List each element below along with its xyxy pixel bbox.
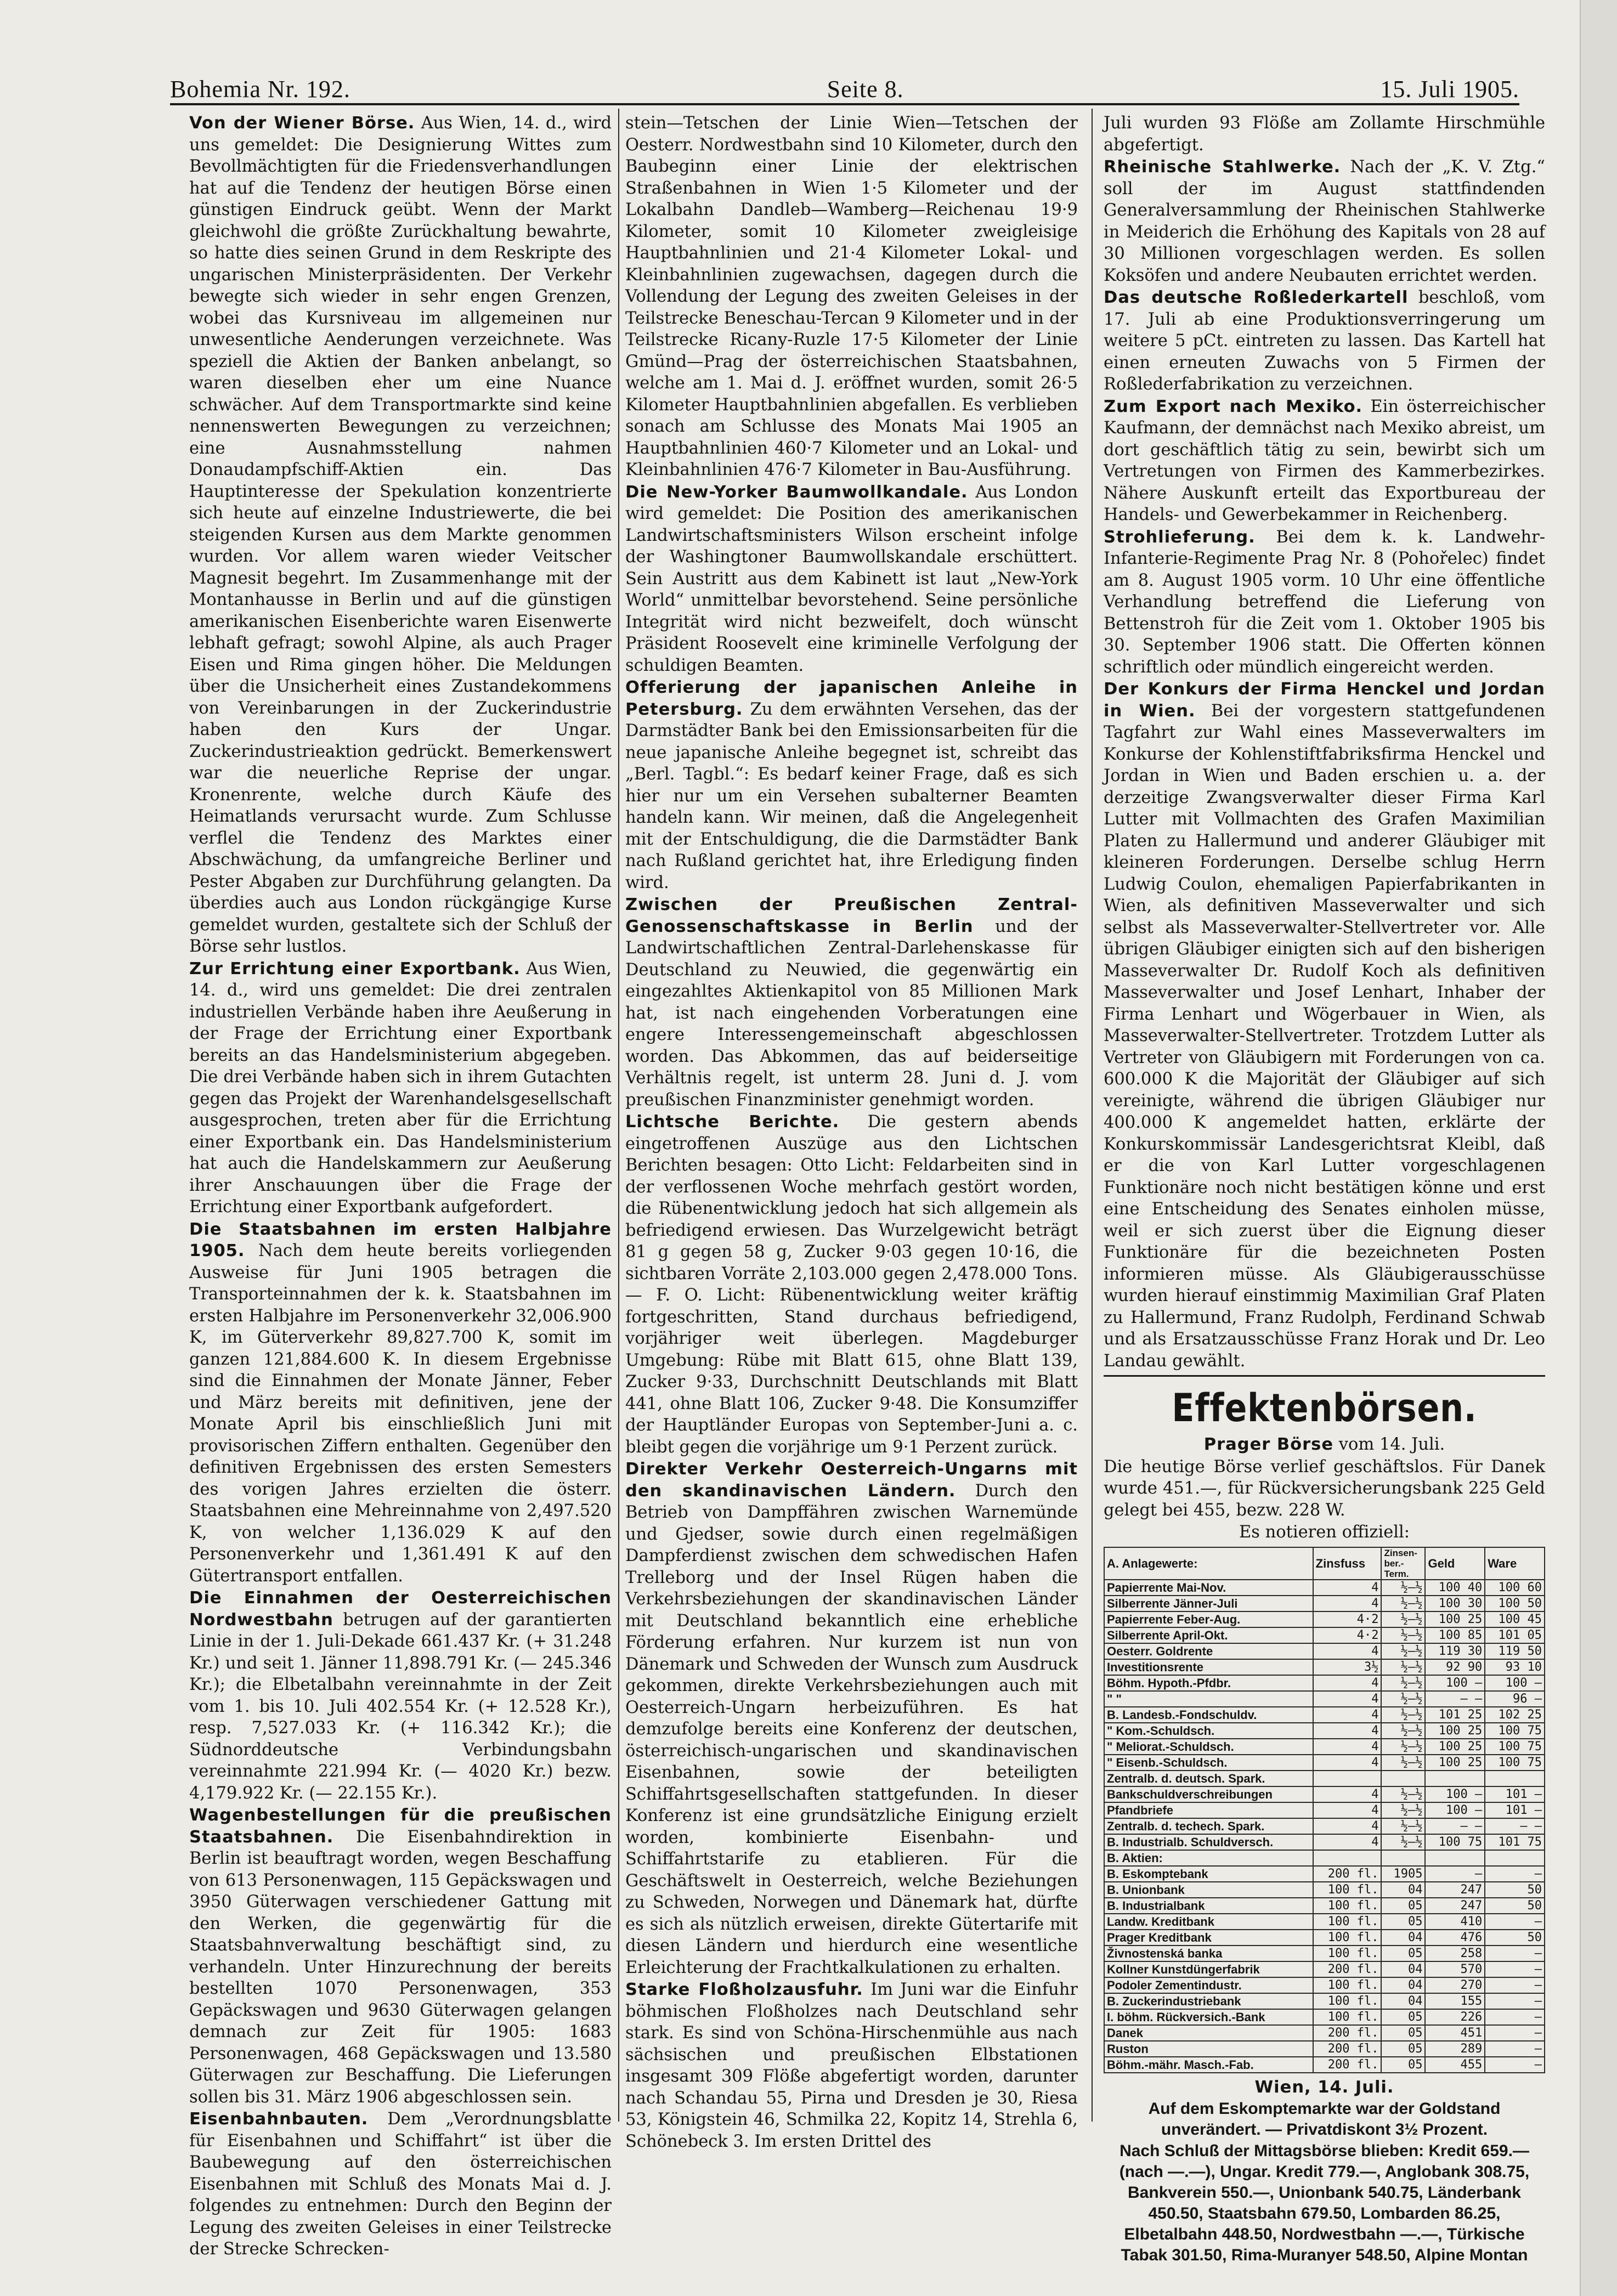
table-cell-w: 100 — [1485,1675,1545,1691]
column-2 [625,112,1078,2151]
article-paragraph [1104,527,1545,678]
table-cell-g: 100 — [1425,1675,1485,1691]
table-cell-name: " Meliorat.-Schuldsch. [1104,1739,1313,1755]
table-cell-g: 476 [1425,1930,1485,1946]
table-row [1104,1643,1545,1659]
header-rule [170,103,1519,105]
table-cell-w: — [1485,2057,1545,2073]
table-cell-g: — — [1425,1691,1485,1707]
table-row [1104,1611,1545,1627]
article-paragraph [625,894,1078,1111]
article-paragraph [189,112,612,958]
table-cell-z: 4 [1313,1707,1382,1723]
col-header-ware: Ware [1485,1547,1545,1580]
table-cell-z: 100 fl. [1313,1930,1382,1946]
table-row [1104,1771,1545,1786]
article-paragraph [189,958,612,1218]
article-body: Die gestern abends eingetroffenen Auszüge aus den Lichtschen Berichten besagen: Otto Licht: Feldarbeiten sind in der verflossenen Woche mehrfach gestört worden, die Rübenentwicklung jedoch hat sich allgemein als befriedigend erwiesen. Das Wurzelgewicht beträgt 81 g gegen 58 g, Zucker 9·03 gegen 10·16, die sichtbaren Vorräte 2,103.000 gegen 2,478.000 Tons. — F. O. Licht: Rübenentwicklung weiter kräftig fortgeschritten, Stand durchaus befriedigend, vorjähriger weit überlegen. Magdeburger Umgebung: Rübe mit Blatt 615, ohne Blatt 139, Zucker 9·33, Durchschnitt Deutschlands mit Blatt 441, ohne Blatt 106, Zucker 9·48. Die Konsumziffer der Hauptländer Europas von September-Juni a. c. bleibt gegen die vorjährige um 9·1 Perzent zurück. [625,1112,1078,1457]
table-cell-t: 1905 [1381,1866,1425,1882]
table-cell-w: — [1485,1977,1545,1993]
table-cell-g: 155 [1425,1993,1485,2009]
table-cell-w: — [1485,2009,1545,2025]
table-cell-name: Ruston [1104,2041,1313,2057]
table-cell-w: 93 10 [1485,1659,1545,1675]
table-cell-t [1381,1850,1425,1866]
table-cell-z: 100 fl. [1313,1977,1382,1993]
table-cell-t: 05 [1381,1946,1425,1961]
table-cell-z: 100 fl. [1313,1946,1382,1961]
article-body: Im Juni war die Einfuhr böhmischen Floßholzes nach Deutschland sehr stark. Es sind von Schöna-Hirschenmühle aus nach sächsischen und preußischen Elbstationen insgesamt 309 Flöße abgefertigt worden, darunter nach Schandau 55, Pirna und Dresden je 30, Riesa 53, Königstein 46, Schmilka 22, Kopitz 14, Strehla 6, Schönebeck 3. Im ersten Drittel des [625,1980,1078,2151]
table-cell-t: 05 [1381,2009,1425,2025]
table-cell-z: 4 [1313,1739,1382,1755]
table-cell-z: 200 fl. [1313,2041,1382,2057]
table-cell-t [1381,1771,1425,1786]
column-1 [189,112,612,2259]
table-cell-g: 100 — [1425,1786,1485,1802]
article-headline: Zwischen der Preußischen Zentral-Genossenschaftskasse in Berlin [625,895,1078,936]
table-cell-name: Podoler Zementindustr. [1104,1977,1313,1993]
col-header-rate: Zinsfuss [1313,1547,1382,1580]
header-page-number: Seite 8. [827,76,904,103]
article-body: Juli wurden 93 Flöße am Zollamte Hirschmühle abgefertigt. [1104,114,1545,155]
article-headline: Von der Wiener Börse. [189,114,415,133]
table-row [1104,1834,1545,1850]
article-headline: Offerierung der japanischen Anleihe in Petersburg. [625,678,1078,719]
table-cell-z: 200 fl. [1313,2025,1382,2041]
table-cell-z: 3½ [1313,1659,1382,1675]
article-headline: Rheinische Stahlwerke. [1104,157,1341,177]
table-row [1104,2057,1545,2073]
article-headline: Strohlieferung. [1104,527,1256,547]
table-cell-t: 04 [1381,1961,1425,1977]
header-date: 15. Juli 1905. [1380,76,1519,103]
table-row [1104,1802,1545,1818]
table-cell-t: ½–½ [1381,1802,1425,1818]
table-cell-t: ½–½ [1381,1707,1425,1723]
article-body: stein—Tetschen der Linie Wien—Tetschen der Oesterr. Nordwestbahn sind 10 Kilometer, durch den Baubeginn einer Linie der elektrischen Straßenbahnen in Wien 1·5 Kilometer und der Lokalbahn Dandleb—Wamberg—Reichenau 19·9 Kilometer, somit 10 Kilometer zweigleisige Hauptbahnlinien und 21·4 Kilometer Lokal- und Kleinbahnlinien zugewachsen, dagegen durch die Vollendung der Legung des zweiten Geleises in der Teilstrecke Beneschau-Tercan 9 Kilometer und in der Teilstrecke Ricany-Ruzle 17·5 Kilometer der Linie Gmünd—Prag der österreichischen Staatsbahnen, welche am 1. Mai d. J. eröffnet wurden, somit 26·5 Kilometer Hauptbahnlinien abgefallen. Es verblieben sonach am Schlusse des Monats Mai 1905 an Hauptbahnlinien 460·7 Kilometer und an Lokal- und Kleinbahnlinien 476·7 Kilometer in Bau-Ausführung. [625,114,1078,479]
table-cell-name: Zentralb. d. techech. Spark. [1104,1818,1313,1834]
article-body: Bei dem k. k. Landwehr-Infanterie-Regimente Prag Nr. 8 (Pohořelec) findet am 8. August 1905 vorm. 10 Uhr eine öffentliche Verhandlung betreffend die Lieferung von Bettenstroh für die Zeit vom 1. Oktober 1905 bis 30. September 1906 statt. Die Offerten können schriftlich oder mündlich eingereicht werden. [1104,527,1545,677]
table-cell-w [1485,1850,1545,1866]
table-cell-name: B. Aktien: [1104,1850,1313,1866]
section-rule [1104,1375,1545,1377]
table-cell-z [1313,1771,1382,1786]
table-cell-w: — [1485,1993,1545,2009]
table-cell-g: 270 [1425,1977,1485,1993]
exchange-table-body [1104,1580,1545,2073]
table-row [1104,1707,1545,1723]
table-cell-g: 100 25 [1425,1611,1485,1627]
table-cell-t: 05 [1381,2041,1425,2057]
table-cell-t: 05 [1381,1898,1425,1914]
table-cell-w: — [1485,1961,1545,1977]
exchange-title: Effektenbörsen. [1172,1385,1477,1430]
table-row [1104,1818,1545,1834]
table-cell-g: — [1425,1866,1485,1882]
table-cell-g: 100 — [1425,1802,1485,1818]
header-left: Bohemia Nr. 192. [170,76,350,103]
article-headline: Starke Floßholzausfuhr. [625,1980,863,1999]
article-headline: Das deutsche Roßlederkartell [1104,288,1409,307]
table-row [1104,1930,1545,1946]
table-cell-z: 4 [1313,1675,1382,1691]
table-cell-name: Kollner Kunstdüngerfabrik [1104,1961,1313,1977]
table-cell-t: ½–½ [1381,1611,1425,1627]
table-cell-g [1425,1771,1485,1786]
table-cell-w: 100 50 [1485,1596,1545,1611]
table-row [1104,1691,1545,1707]
article-body: betrugen auf der garantierten Linie in der 1. Juli-Dekade 661.437 Kr. (+ 31.248 Kr.) und seit 1. Jänner 11,898.791 Kr. (— 245.346 Kr.); die Elbetalbahn vereinnahmte in der Zeit vom 1. bis 10. Juli 402.554 Kr. (+ 12.528 Kr.), resp. 7,527.033 Kr. (+ 116.342 Kr.); die Südnorddeutsche Verbindungsbahn vereinnahmte 221.994 Kr. (— 4020 Kr.) bezw. 4,179.922 Kr. (— 22.155 Kr.). [189,1610,612,1803]
article-body: Nach dem heute bereits vorliegenden Ausweise für Juni 1905 betragen die Transporteinnahmen der k. k. Staatsbahnen im ersten Halbjahre im Personenverkehr 32,006.900 K, im Güterverkehr 89,827.700 K, somit im ganzen 121,884.600 K. In diesem Ergebnisse sind die Einnahmen der Monate Jänner, Feber und März bereits mit definitiven, jene der Monate April bis einschließlich Juni mit provisorischen Ziffern enthalten. Gegenüber den definitiven Ergebnissen des ersten Semesters des vorigen Jahres erzielten die österr. Staatsbahnen eine Mehreinnahme von 2,497.520 K, von welcher 1,136.029 K auf den Personenverkehr und 1,361.491 K auf den Gütertransport entfallen. [189,1241,612,1586]
table-cell-w: 50 [1485,1882,1545,1898]
table-cell-name: Pfandbriefe [1104,1802,1313,1818]
table-cell-g: 119 30 [1425,1643,1485,1659]
table-cell-name: Papierrente Feber-Aug. [1104,1611,1313,1627]
table-row [1104,1946,1545,1961]
table-cell-t: ½–½ [1381,1691,1425,1707]
table-cell-z: 100 fl. [1313,1882,1382,1898]
table-row [1104,1580,1545,1596]
table-row [1104,1755,1545,1771]
table-cell-z [1313,1850,1382,1866]
table-cell-z: 4 [1313,1802,1382,1818]
table-cell-name: B. Landesb.-Fondschuldv. [1104,1707,1313,1723]
table-cell-g: 100 25 [1425,1723,1485,1739]
table-cell-t: 04 [1381,1930,1425,1946]
article-headline: Direkter Verkehr Oesterreich-Ungarns mit den skandinavischen Ländern. [625,1460,1078,1501]
table-row [1104,1786,1545,1802]
exchange-table-wrap [1104,1547,1545,2073]
article-body: Aus Wien, 14. d., wird uns gemeldet: Die Designierung Wittes zum Bevollmächtigten für die Friedensverhandlungen hat auf die Tendenz der heutigen Börse einen günstigen Eindruck geübt. Wenn der Markt gleichwohl die größte Zurückhaltung bewahrte, so hatte dies seinen Grund in dem Reskripte des ungarischen Ministerpräsidenten. Der Verkehr bewegte sich wieder in sehr engen Grenzen, wobei das Kursniveau im allgemeinen nur unwesentliche Aenderungen verzeichnete. Was speziell die Aktien der Banken anbelangt, so waren dieselben eher um eine Nuance schwächer. Auf dem Transportmarkte sind keine nennenswerten Bewegungen zu verzeichnen; eine Ausnahmsstellung nahmen Donaudampfschiff-Aktien ein. Das Hauptinteresse der Spekulation konzentrierte sich heute auf einzelne Industriewerte, die bei steigenden Kursen aus dem Markte genommen wurden. Vor allem waren wieder Veitscher Magnesit begehrt. Im Zusammenhange mit der Montanhausse in Berlin und auf die günstigen amerikanischen Eisenberichte waren Eisenwerte lebhaft gefragt; sowohl Alpine, als auch Prager Eisen und Rima gingen höher. Die Meldungen über die Unsicherheit eines Zustandekommens von Vereinbarungen in der Zuckerindustrie haben den Kurs der Ungar. Zuckerindustrieaktion gedrückt. Bemerkenswert war die neuerliche Reprise der ungar. Kronenrente, welche durch Käufe des Heimatlands verursacht wurde. Zum Schlusse verflel die Tendenz des Marktes einer Abschwächung, da umfangreiche Berliner und Pester Abgaben zur Durchführung gelangten. Da überdies auch aus London rückgängige Kurse gemeldet wurden, gestaltete sich der Schluß der Börse sehr lustlos. [189,114,612,956]
table-cell-w: — [1485,1914,1545,1930]
table-cell-name: Prager Kreditbank [1104,1930,1313,1946]
page-header [170,59,1519,103]
table-cell-z: 4 [1313,1755,1382,1771]
table-cell-t: ½–½ [1381,1723,1425,1739]
table-cell-w: — [1485,2025,1545,2041]
table-row [1104,1882,1545,1898]
table-cell-name: Landw. Kreditbank [1104,1914,1313,1930]
table-cell-z: 4 [1313,1786,1382,1802]
col-header-term: Zinsen-ber.-Term. [1381,1547,1425,1580]
column-3-articles [1104,112,1545,1372]
article-headline: Wagenbestellungen für die preußischen Staatsbahnen. [189,1806,612,1847]
prague-official: Es notieren offiziell: [1239,1523,1410,1542]
article-paragraph [189,1805,612,2108]
table-cell-w: — [1485,1866,1545,1882]
table-cell-t: 05 [1381,2057,1425,2073]
table-row [1104,1627,1545,1643]
page-edge [1580,0,1617,2296]
table-cell-w: 101 — [1485,1802,1545,1818]
table-cell-w: 100 75 [1485,1723,1545,1739]
article-paragraph [189,1219,612,1587]
table-cell-z: 4 [1313,1691,1382,1707]
table-cell-w: 96 — [1485,1691,1545,1707]
table-cell-w: 50 [1485,1930,1545,1946]
table-cell-name: Oesterr. Goldrente [1104,1643,1313,1659]
table-row [1104,1898,1545,1914]
table-cell-name: Zentralb. d. deutsch. Spark. [1104,1771,1313,1786]
table-row [1104,1850,1545,1866]
article-paragraph [189,1587,612,1804]
article-body: Durch den Betrieb von Dampffähren zwischen Warnemünde und Gjedser, sowie durch einen regelmäßigen Dampferdienst zwischen dem schwedischen Hafen Trelleborg und der Insel Rügen haben die Verkehrsbeziehungen der skandinavischen Länder mit Deutschland bekanntlich eine erhebliche Förderung erfahren. Nur kurzem ist nun von Dänemark und Schweden der Wunsch zum Ausdruck gekommen, direkte Verkehrsbeziehungen auch mit Oesterreich-Ungarn herbeizuführen. Es hat demzufolge bereits eine Konferenz der deutschen, österreichisch-ungarischen und skandinavischen Eisenbahnen, sowie der beteiligten Schiffahrtsgesellschaften stattgefunden. In dieser Konferenz ist eine grundsätzliche Einigung erzielt worden, kombinierte Eisenbahn- und Schiffahrtstarife zu etablieren. Für die Geschäftswelt in Oesterreich, welche Beziehungen zu Schweden, Norwegen und Dänemark hat, dürfte es sich als nützlich erweisen, direkte Gütertarife mit diesen Ländern und hierdurch eine wesentliche Erleichterung der Frachtkalkulationen zu erhalten. [625,1481,1078,1977]
table-cell-name: Böhm. Hypoth.-Pfdbr. [1104,1675,1313,1691]
table-cell-name: Bankschuldverschreibungen [1104,1786,1313,1802]
table-row [1104,1596,1545,1611]
table-cell-w: 119 50 [1485,1643,1545,1659]
table-cell-w: 101 05 [1485,1627,1545,1643]
article-body: beschloß, vom 17. Juli ab eine Produktionsverringerung um weitere 5 pCt. eintreten zu lassen. Das Kartell hat einen erneuten Zuwachs von 5 Firmen der Roßlederfabrikation zu verzeichnen. [1104,288,1545,394]
table-cell-name: B. Industrialbank [1104,1898,1313,1914]
table-cell-g: 226 [1425,2009,1485,2025]
table-cell-g: — — [1425,1818,1485,1834]
article-paragraph [189,2108,612,2260]
table-cell-w: — [1485,1946,1545,1961]
table-cell-z: 100 fl. [1313,1898,1382,1914]
article-headline: Die Einnahmen der Oesterreichischen Nordwestbahn [189,1588,612,1630]
prague-subtitle [1104,1434,1545,1456]
article-paragraph [1104,678,1545,1372]
column-divider [618,109,619,2122]
table-cell-g: 570 [1425,1961,1485,1977]
article-paragraph [1104,396,1545,526]
table-row [1104,1866,1545,1882]
article-headline: Die Staatsbahnen im ersten Halbjahre 1905. [189,1219,612,1260]
table-cell-t: 04 [1381,1882,1425,1898]
vienna-discount: Auf dem Eskomptemarkte war der Goldstand unverändert. — Privatdiskont 3½ Prozent. [1148,2100,1501,2139]
table-cell-name: I. böhm. Rückversich.-Bank [1104,2009,1313,2025]
table-cell-name: " Kom.-Schuldsch. [1104,1723,1313,1739]
table-cell-name: Silberrente April-Okt. [1104,1627,1313,1643]
exchange-table-header [1104,1547,1545,1580]
prague-lead: Die heutige Börse verlief geschäftslos. Für Danek wurde 451.—, für Rückversicherungsbank 225 Geld gelegt bei 455, bezw. 228 W. [1104,1457,1545,1520]
article-body: und der Landwirtschaftlichen Zentral-Darlehenskasse für Deutschland zu Neuwied, die gegenwärtig ein eingezahltes Aktienkapitol von 85 Millionen Mark hat, ist nach eingehenden Vorberatungen eine engere Interessengemeinschaft abgeschlossen worden. Das Abkommen, das auf beiderseitige Verhältnis regelt, ist unterm 28. Juni d. J. vom preußischen Finanzminister genehmigt worden. [625,917,1078,1110]
table-cell-name: " Eisenb.-Schuldsch. [1104,1755,1313,1771]
prague-subtitle-bold: Prager Börse [1203,1435,1334,1454]
table-cell-z: 4 [1313,1834,1382,1850]
table-cell-g: 247 [1425,1898,1485,1914]
table-cell-g: 101 25 [1425,1707,1485,1723]
table-cell-g: 100 25 [1425,1755,1485,1771]
table-row [1104,1914,1545,1930]
table-cell-w: 102 25 [1485,1707,1545,1723]
table-cell-name: B. Eskomptebank [1104,1866,1313,1882]
article-headline: Eisenbahnbauten. [189,2110,369,2129]
table-cell-g: 92 90 [1425,1659,1485,1675]
table-cell-g: 247 [1425,1882,1485,1898]
col-header-name: A. Anlagewerte: [1104,1547,1313,1580]
table-cell-z: 4 [1313,1580,1382,1596]
table-cell-w: — — [1485,1818,1545,1834]
column-divider [1092,109,1093,2122]
table-cell-g: 258 [1425,1946,1485,1961]
table-cell-w: 100 75 [1485,1739,1545,1755]
table-cell-t: ½–½ [1381,1596,1425,1611]
table-cell-z: 4 [1313,1596,1382,1611]
table-cell-z: 200 fl. [1313,2057,1382,2073]
table-cell-z: 4·2 [1313,1627,1382,1643]
table-cell-t: 04 [1381,1977,1425,1993]
table-cell-name: Böhm.-mähr. Masch.-Fab. [1104,2057,1313,2073]
table-cell-name: " " [1104,1691,1313,1707]
table-cell-g [1425,1850,1485,1866]
table-cell-w: 100 60 [1485,1580,1545,1596]
table-cell-g: 451 [1425,2025,1485,2041]
column-3 [1104,112,1545,2264]
table-cell-z: 4 [1313,1643,1382,1659]
table-cell-w: 100 75 [1485,1755,1545,1771]
table-cell-t: ½–½ [1381,1834,1425,1850]
table-cell-t: ½–½ [1381,1659,1425,1675]
table-cell-w [1485,1771,1545,1786]
article-headline: Die New-Yorker Baumwollkandale. [625,482,968,502]
table-cell-t: 05 [1381,2025,1425,2041]
table-cell-t: 05 [1381,1914,1425,1930]
table-cell-z: 100 fl. [1313,2009,1382,2025]
article-body: Ein österreichischer Kaufmann, der demnächst nach Mexiko abreist, um dort geschäftlich tätig zu sein, bewirbt sich um Vertretungen von Firmen des Kammerbezirkes. Nähere Auskunft erteilt das Exportbureau der Handels- und Gewerbekammer in Reichenberg. [1104,397,1545,524]
article-body: Aus Wien, 14. d., wird uns gemeldet: Die drei zentralen industriellen Verbände haben ihre Aeußerung in der Frage der Errichtung einer Exportbank bereits an das Handelsministerium abgegeben. Die drei Verbände haben sich in ihrem Gutachten gegen das Projekt der Warenhandelsgesellschaft ausgesprochen, treten aber für die Errichtung einer Exportbank ein. Das Handelsministerium hat auch die Handelskammern zur Aeußerung ihrer Anschauungen über die Frage der Errichtung einer Exportbank aufgefordert. [189,959,612,1217]
table-row [1104,1739,1545,1755]
table-cell-name: B. Unionbank [1104,1882,1313,1898]
table-cell-name: Danek [1104,2025,1313,2041]
article-paragraph [625,1979,1078,2152]
table-cell-t: ½–½ [1381,1818,1425,1834]
table-cell-g: 455 [1425,2057,1485,2073]
table-cell-t: ½–½ [1381,1755,1425,1771]
article-body: Die Eisenbahndirektion in Berlin ist beauftragt worden, wegen Beschaffung von 613 Personenwagen, 115 Gepäckswagen und 3950 Güterwagen verschiedener Gattung mit den Werken, die gegenwärtig für die Staatsbahnverwaltung beschäftigt sind, zu verhandeln. Unter Hinzurechnung der bereits bestellten 1070 Personenwagen, 353 Gepäckswagen und 9630 Güterwagen gelangen demnach zur Zeit für 1905: 1683 Personenwagen, 468 Gepäckswagen und 13.580 Güterwagen zur Beschaffung. Die Lieferungen sollen bis 31. März 1906 abgeschlossen sein. [189,1827,612,2107]
table-row [1104,1675,1545,1691]
table-cell-w: 101 — [1485,1786,1545,1802]
table-cell-g: 100 75 [1425,1834,1485,1850]
table-row [1104,1993,1545,2009]
article-body: Dem „Verordnungsblatte für Eisenbahnen und Schiffahrt“ ist über die Baubewegung auf den österreichischen Eisenbahnen mit Schluß des Monats Mai d. J. folgendes zu entnehmen: Durch den Beginn der Legung des zweiten Geleises in einer Teilstrecke der Strecke Schrecken- [189,2110,612,2259]
table-row [1104,2041,1545,2057]
table-cell-t: ½–½ [1381,1786,1425,1802]
table-row [1104,1659,1545,1675]
article-headline: Zur Errichtung einer Exportbank. [189,959,521,979]
table-cell-z: 100 fl. [1313,1914,1382,1930]
table-cell-z: 200 fl. [1313,1961,1382,1977]
article-paragraph [625,1458,1078,1978]
table-row [1104,2025,1545,2041]
article-body: Nach der „K. V. Ztg.“ soll der im August stattfindenden Generalversammlung der Rheinischen Stahlwerke in Meiderich die Erhöhung des Kapitals von 28 auf 30 Millionen vorgeschlagen werden. Es sollen Koksöfen und andere Neubauten errichtet werden. [1104,157,1545,285]
table-cell-w: 50 [1485,1898,1545,1914]
table-cell-g: 410 [1425,1914,1485,1930]
table-cell-name: Investitionsrente [1104,1659,1313,1675]
table-cell-name: Papierrente Mai-Nov. [1104,1580,1313,1596]
exchange-table [1104,1547,1545,2073]
article-paragraph [1104,112,1545,156]
table-cell-name: Živnostenská banka [1104,1946,1313,1961]
table-cell-z: 4·2 [1313,1611,1382,1627]
table-cell-w: — [1485,2041,1545,2057]
table-cell-t: 04 [1381,1993,1425,2009]
table-cell-z: 100 fl. [1313,1993,1382,2009]
article-paragraph [1104,287,1545,395]
table-cell-name: B. Industrialb. Schuldversch. [1104,1834,1313,1850]
article-body: Zu dem erwähnten Versehen, das der Darmstädter Bank bei den Emissionsarbeiten für die neue japanische Anleihe begegnet ist, schreibt das „Berl. Tagbl.“: Es bedarf keiner Frage, daß es sich hier nur um ein Versehen subalterner Beamten handeln kann. Wir meinen, daß die Angelegenheit mit der Entschuldigung, die die Darmstädter Bank nach Rußland gerichtet hat, ihre Erledigung finden wird. [625,699,1078,892]
article-body: Bei der vorgestern stattgefundenen Tagfahrt zur Wahl eines Masseverwalters im Konkurse der Kohlenstiftfabriksfirma Henckel und Jordan in Wien und Baden erschien u. a. der derzeitige Zwangsverwalter dieser Firma Karl Lutter mit Vollmachten des Grafen Maximilian Platen zu Hallermund und anderer Gläubiger mit kleineren Forderungen. Derselbe schlug Herrn Ludwig Coulon, ehemaligen Papierfabrikanten in Wien, als definitiven Masseverwalter und sich selbst als Masseverwalter-Stellvertreter vor. Alle übrigen Gläubiger einigten sich auf den bisherigen Masseverwalter Dr. Rudolf Koch als definitiven Masseverwalter und Josef Lenhart, Inhaber der Firma Lenhart und Wögerbauer in Wien, als Masseverwalter-Stellvertreter. Trotzdem Lutter als Vertreter von Gläubigern mit Forderungen von ca. 600.000 K die Majorität der Gläubiger auf sich vereinigte, während die übrigen Gläubiger nur 400.000 K angemeldet hatten, erklärte der Konkurskommissär Landesgerichtsrat Kleibl, daß er die von Karl Lutter vorgeschlagenen Funktionäre noch nicht bestätigen könne und erst eine Entscheidung des Senates einholen müsse, weil er sich zuerst über die Eignung dieser Funktionäre für die bezeichneten Posten informieren müsse. Als Gläubigerausschüsse wurden hierauf einstimmig Maximilian Graf Platen zu Hallermund, Franz Rudolph, Ferdinand Schwab und als Ersatzausschüsse Franz Horak und Dr. Leo Landau gewählt. [1104,701,1545,1371]
article-paragraph [625,1111,1078,1458]
prague-subtitle-rest: vom 14. Juli. [1338,1435,1445,1454]
table-cell-g: 289 [1425,2041,1485,2057]
article-headline: Lichtsche Berichte. [625,1112,840,1132]
table-cell-t: ½–½ [1381,1643,1425,1659]
table-row [1104,1961,1545,1977]
vienna-title: Wien, 14. Juli. [1254,2077,1394,2097]
table-cell-z: 4 [1313,1723,1382,1739]
article-paragraph [625,482,1078,677]
article-paragraph [625,112,1078,481]
table-cell-g: 100 85 [1425,1627,1485,1643]
col-header-geld: Geld [1425,1547,1485,1580]
table-row [1104,1723,1545,1739]
vienna-closing: Nach Schluß der Mittagsbörse blieben: Kredit 659.— (nach —.—), Ungar. Kredit 779.—, Anglobank 308.75, Bankverein 550.—, Unionbank 540.75, Länderbank 450.50, Staatsbahn 679.50, Lombarden 86.25, Elbetalbahn 448.50, Nordwestbahn —.—, Türkische Tabak 301.50, Rima-Muranyer 548.50, Alpine Montan [1119,2142,1530,2264]
table-cell-z: 4 [1313,1818,1382,1834]
article-headline: Der Konkurs der Firma Henckel und Jordan in Wien. [1104,680,1545,721]
table-row [1104,2009,1545,2025]
table-cell-z: 200 fl. [1313,1866,1382,1882]
table-cell-name: Silberrente Jänner-Juli [1104,1596,1313,1611]
table-cell-t: ½–½ [1381,1675,1425,1691]
table-cell-t: ½–½ [1381,1580,1425,1596]
article-body: Aus London wird gemeldet: Die Position des amerikanischen Landwirtschaftsministers Wilson erscheint infolge der Washingtoner Baumwollskandale erschüttert. Sein Austritt aus dem Kabinett ist laut „New-York World“ unmittelbar bevorstehend. Seine persönliche Integrität wird nicht bezweifelt, doch wünscht Präsident Roosevelt eine kriminelle Verfolgung der schuldigen Beamten. [625,482,1078,675]
table-cell-g: 100 40 [1425,1580,1485,1596]
table-cell-t: ½–½ [1381,1627,1425,1643]
table-cell-name: B. Zuckerindustriebank [1104,1993,1313,2009]
table-cell-t: ½–½ [1381,1739,1425,1755]
table-cell-g: 100 30 [1425,1596,1485,1611]
table-cell-w: 100 45 [1485,1611,1545,1627]
table-cell-w: 101 75 [1485,1834,1545,1850]
article-paragraph [625,677,1078,893]
article-paragraph [1104,156,1545,286]
table-cell-g: 100 25 [1425,1739,1485,1755]
article-headline: Zum Export nach Mexiko. [1104,397,1363,416]
table-row [1104,1977,1545,1993]
